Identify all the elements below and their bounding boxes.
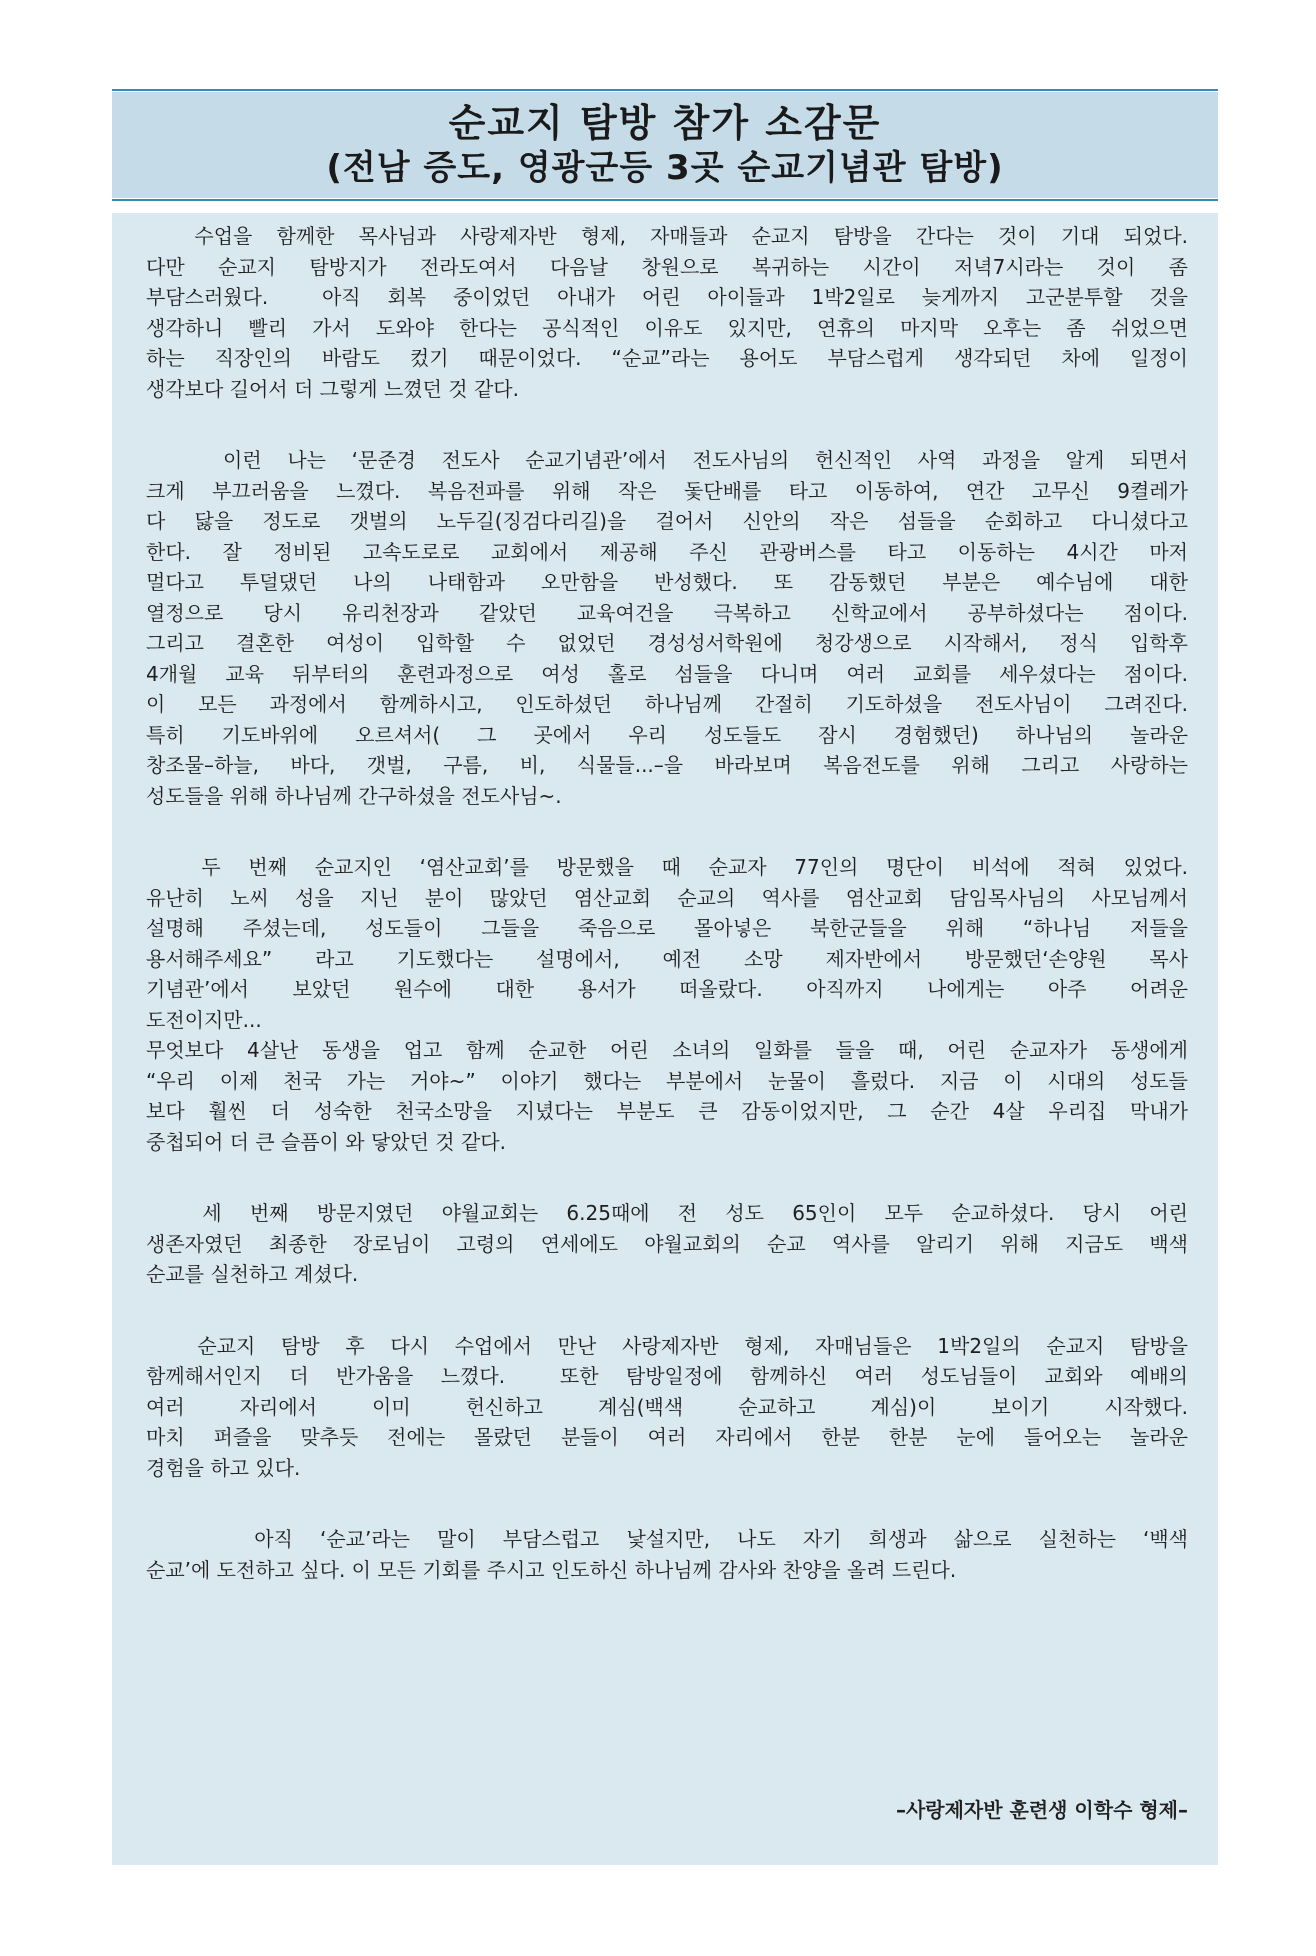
header-bottom-rule — [112, 199, 1218, 201]
paragraph-line: 용서해주세요” 라고 기도했다는 설명에서, 예전 소망 제자반에서 방문했던‘손양원 목사 — [146, 946, 1188, 971]
paragraph-line: 부담스러웠다. 아직 회복 중이었던 아내가 어린 아이들과 1박2일로 늦게까지 고군분투할 것을 — [146, 285, 1188, 309]
paragraph-line: 특히 기도바위에 오르셔서( 그 곳에서 우리 성도들도 잠시 경험했던) 하나님의 놀라운 — [146, 722, 1188, 747]
title-banner — [112, 92, 1218, 198]
paragraph-line: 생각하니 빨리 가서 도와야 한다는 공식적인 이유도 있지만, 연휴의 마지막 오후는 좀 쉬었으면 — [146, 315, 1188, 340]
paragraph-line: 함께해서인지 더 반가움을 느꼈다. 또한 탐방일정에 함께하신 여러 성도님들이 교회와 예배의 — [146, 1364, 1188, 1388]
essay-paragraph — [146, 1331, 1188, 1484]
paragraph-line: 멀다고 투덜댔던 나의 나태함과 오만함을 반성했다. 또 감동했던 부분은 예수님에 대한 — [146, 570, 1188, 594]
header-top-rule — [112, 89, 1218, 91]
paragraph-line: 열정으로 당시 유리천장과 같았던 교육여건을 극복하고 신학교에서 공부하셨다는 점이다. — [146, 600, 1188, 625]
paragraph-line: 생각보다 길어서 더 그렇게 느꼈던 것 같다. — [146, 376, 519, 401]
paragraph-line: 하는 직장인의 바람도 컸기 때문이었다. “순교”라는 용어도 부담스럽게 생각되던 차에 일정이 — [146, 346, 1188, 370]
paragraph-line: 순교를 실천하고 계셨다. — [146, 1262, 359, 1286]
page-subtitle: (전남 증도, 영광군등 3곳 순교기념관 탐방) — [326, 148, 1004, 188]
paragraph-line: 그리고 결혼한 여성이 입학할 수 없었던 경성성서학원에 청강생으로 시작해서, 정식 입학후 — [146, 631, 1188, 655]
page-title: 순교지 탐방 참가 소감문 — [448, 101, 882, 145]
paragraph-line: 한다. 잘 정비된 고속도로로 교회에서 제공해 주신 관광버스를 타고 이동하는 4시간 마저 — [146, 539, 1188, 564]
essay-paragraph — [146, 1524, 1188, 1585]
essay-paragraph — [146, 445, 1188, 811]
paragraph-line: 다만 순교지 탐방지가 전라도여서 다음날 창원으로 복귀하는 시간이 저녁7시라는 것이 좀 — [146, 254, 1188, 279]
paragraph-line: 이런 나는 ‘문준경 전도사 순교기념관’에서 전도사님의 헌신적인 사역 과정을 알게 되면서 — [146, 448, 1188, 472]
paragraph-line: 이 모든 과정에서 함께하시고, 인도하셨던 하나님께 간절히 기도하셨을 전도사님이 그려진다. — [146, 692, 1188, 716]
paragraph-line: 창조물–하늘, 바다, 갯벌, 구름, 비, 식물들...–을 바라보며 복음전도를 위해 그리고 사랑하는 — [146, 753, 1188, 777]
essay-paragraphs — [146, 221, 1188, 1585]
paragraph-line: “우리 이제 천국 가는 거야~” 이야기 했다는 부분에서 눈물이 흘렀다. 지금 이 시대의 성도들 — [146, 1068, 1188, 1093]
paragraph-line: 도전이지만... — [146, 1007, 262, 1032]
paragraph-line: 생존자였던 최종한 장로님이 고령의 연세에도 야월교회의 순교 역사를 알리기 위해 지금도 백색 — [146, 1231, 1188, 1256]
paragraph-line: 두 번째 순교지인 ‘염산교회’를 방문했을 때 순교자 77인의 명단이 비석에 적혀 있었다. — [146, 855, 1188, 879]
author-signature: –사랑제자반 훈련생 이학수 형제– — [895, 1798, 1188, 1822]
paragraph-line: 마치 퍼즐을 맞추듯 전에는 몰랐던 분들이 여러 자리에서 한분 한분 눈에 들어오는 놀라운 — [146, 1425, 1188, 1449]
paragraph-line: 여러 자리에서 이미 헌신하고 계심(백색 순교하고 계심)이 보이기 시작했다. — [146, 1394, 1188, 1419]
paragraph-line: 성도들을 위해 하나님께 간구하셨을 전도사님~. — [146, 783, 562, 808]
paragraph-line: 순교’에 도전하고 싶다. 이 모든 기회를 주시고 인도하신 하나님께 감사와 찬양을 올려 드린다. — [146, 1557, 957, 1582]
essay-paragraph — [146, 852, 1188, 1157]
paragraph-line: 경험을 하고 있다. — [146, 1455, 301, 1480]
paragraph-line: 수업을 함께한 목사님과 사랑제자반 형제, 자매들과 순교지 탐방을 간다는 것이 기대 되었다. — [146, 224, 1188, 248]
paragraph-line: 보다 훨씬 더 성숙한 천국소망을 지녔다는 부분도 큰 감동이었지만, 그 순간 4살 우리집 막내가 — [146, 1099, 1188, 1123]
paragraph-line: 중첩되어 더 큰 슬픔이 와 닿았던 것 같다. — [146, 1129, 506, 1154]
paragraph-line: 크게 부끄러움을 느꼈다. 복음전파를 위해 작은 돛단배를 타고 이동하여, 연간 고무신 9켤레가 — [146, 478, 1188, 503]
paragraph-line: 아직 ‘순교’라는 말이 부담스럽고 낯설지만, 나도 자기 희생과 삶으로 실천하는 ‘백색 — [146, 1527, 1188, 1551]
paragraph-line: 다 닳을 정도로 갯벌의 노두길(징검다리길)을 걸어서 신안의 작은 섬들을 순회하고 다니셨다고 — [146, 509, 1188, 533]
paragraph-line: 세 번째 방문지였던 야월교회는 6.25때에 전 성도 65인이 모두 순교하셨다. 당시 어린 — [146, 1201, 1188, 1225]
paragraph-line: 기념관’에서 보았던 원수에 대한 용서가 떠올랐다. 아직까지 나에게는 아주 어려운 — [146, 977, 1188, 1001]
essay-paragraph — [146, 221, 1188, 404]
essay-paragraph — [146, 1198, 1188, 1290]
paragraph-line: 유난히 노씨 성을 지닌 분이 많았던 염산교회 순교의 역사를 염산교회 담임목사님의 사모님께서 — [146, 885, 1188, 910]
essay-body — [112, 213, 1218, 1865]
paragraph-line: 무엇보다 4살난 동생을 업고 함께 순교한 어린 소녀의 일화를 들을 때, 어린 순교자가 동생에게 — [146, 1038, 1188, 1062]
paragraph-line: 설명해 주셨는데, 성도들이 그들을 죽음으로 몰아넣은 북한군들을 위해 “하나님 저들을 — [146, 916, 1188, 940]
paragraph-line: 순교지 탐방 후 다시 수업에서 만난 사랑제자반 형제, 자매님들은 1박2일의 순교지 탐방을 — [146, 1333, 1188, 1358]
paragraph-line: 4개월 교육 뒤부터의 훈련과정으로 여성 홀로 섬들을 다니며 여러 교회를 세우셨다는 점이다. — [146, 661, 1188, 686]
